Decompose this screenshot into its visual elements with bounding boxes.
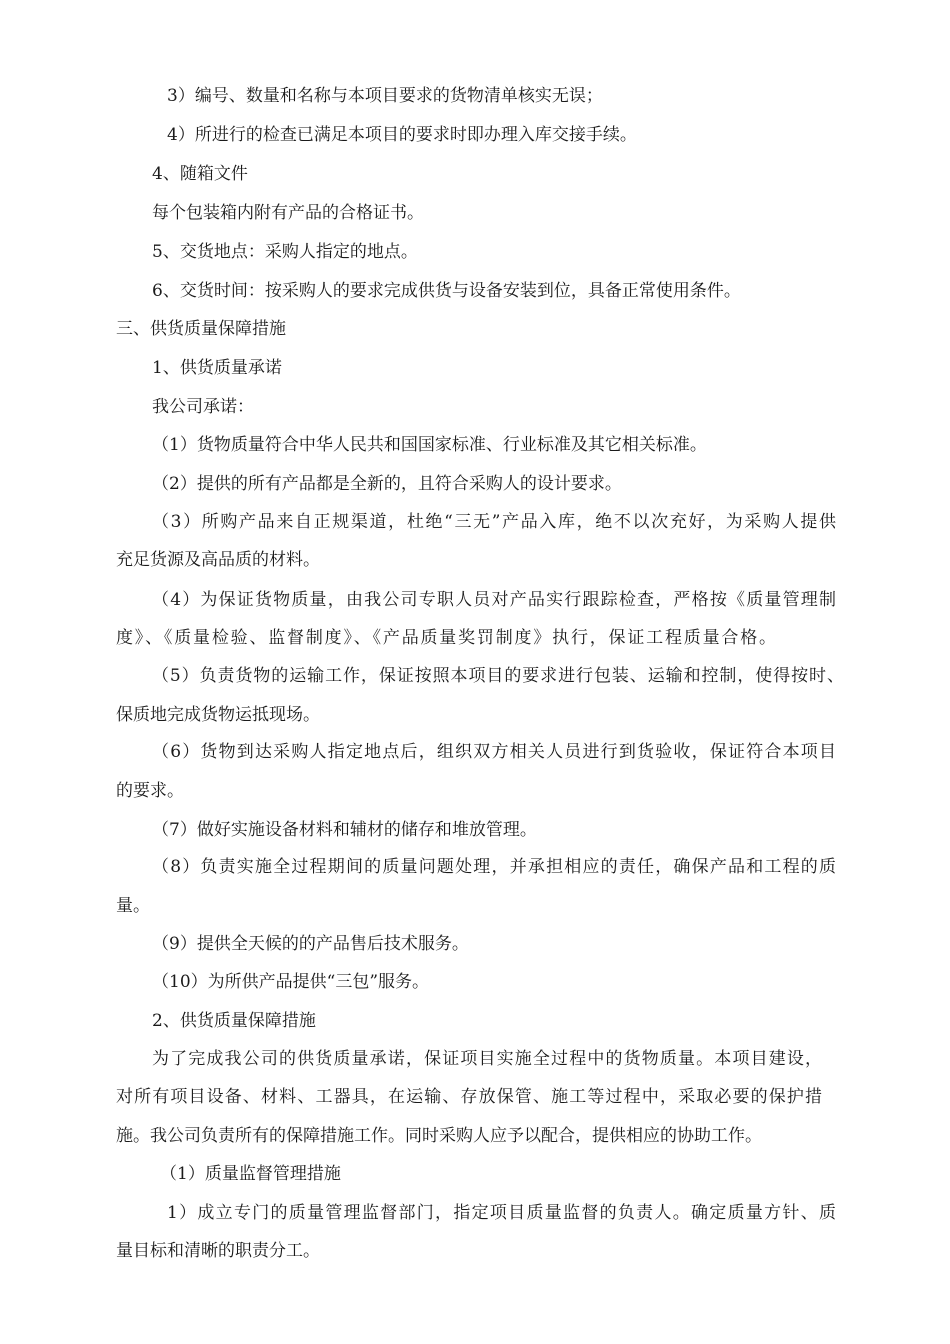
text-line: 为了完成我公司的供货质量承诺，保证项目实施全过程中的货物质量。本项目建设， <box>152 1049 822 1069</box>
section-heading: 2、供货质量保障措施 <box>152 1011 316 1031</box>
section-heading: 1、供货质量承诺 <box>152 358 282 378</box>
chapter-heading: 三、供货质量保障措施 <box>116 319 286 339</box>
section-heading: 4、随箱文件 <box>152 164 248 184</box>
text-line: 的要求。 <box>116 781 184 801</box>
list-item: （9）提供全天候的的产品售后技术服务。 <box>152 934 469 954</box>
text-line: 充足货源及高品质的材料。 <box>116 550 320 570</box>
list-item: （2）提供的所有产品都是全新的，且符合采购人的设计要求。 <box>152 474 622 494</box>
list-item: （4）为保证货物质量，由我公司专职人员对产品实行跟踪检查，严格按《质量管理制 <box>152 590 836 610</box>
list-item: （8）负责实施全过程期间的质量问题处理，并承担相应的责任，确保产品和工程的质 <box>152 857 836 877</box>
text-line: 5、交货地点：采购人指定的地点。 <box>152 242 418 262</box>
text-line: 3）编号、数量和名称与本项目要求的货物清单核实无误； <box>167 86 603 106</box>
text-line: 我公司承诺： <box>152 397 254 417</box>
text-line: 量。 <box>116 896 150 916</box>
text-line: 4）所进行的检查已满足本项目的要求时即办理入库交接手续。 <box>167 125 637 145</box>
list-item: （5）负责货物的运输工作，保证按照本项目的要求进行包装、运输和控制，使得按时、 <box>152 666 844 686</box>
list-item: （7）做好实施设备材料和辅材的储存和堆放管理。 <box>152 820 537 840</box>
text-line: 度》、《质量检验、监督制度》、《产品质量奖罚制度》执行，保证工程质量合格。 <box>116 628 776 648</box>
subsection-heading: （1）质量监督管理措施 <box>160 1164 341 1184</box>
list-item: （1）货物质量符合中华人民共和国国家标准、行业标准及其它相关标准。 <box>152 435 707 455</box>
text-line: 量目标和清晰的职责分工。 <box>116 1241 320 1261</box>
list-item: （10）为所供产品提供“三包”服务。 <box>152 972 430 992</box>
text-line: 6、交货时间：按采购人的要求完成供货与设备安装到位，具备正常使用条件。 <box>152 281 741 301</box>
text-line: 施。我公司负责所有的保障措施工作。同时采购人应予以配合，提供相应的协助工作。 <box>116 1126 762 1146</box>
list-item: （6）货物到达采购人指定地点后，组织双方相关人员进行到货验收，保证符合本项目 <box>152 742 836 762</box>
text-line: 每个包装箱内附有产品的合格证书。 <box>152 203 424 223</box>
list-item: （3）所购产品来自正规渠道，杜绝“三无”产品入库，绝不以次充好，为采购人提供 <box>152 512 836 532</box>
text-line: 对所有项目设备、材料、工器具，在运输、存放保管、施工等过程中，采取必要的保护措 <box>116 1087 822 1107</box>
text-line: 保质地完成货物运抵现场。 <box>116 705 320 725</box>
list-item: 1）成立专门的质量管理监督部门，指定项目质量监督的负责人。确定质量方针、质 <box>167 1203 836 1223</box>
